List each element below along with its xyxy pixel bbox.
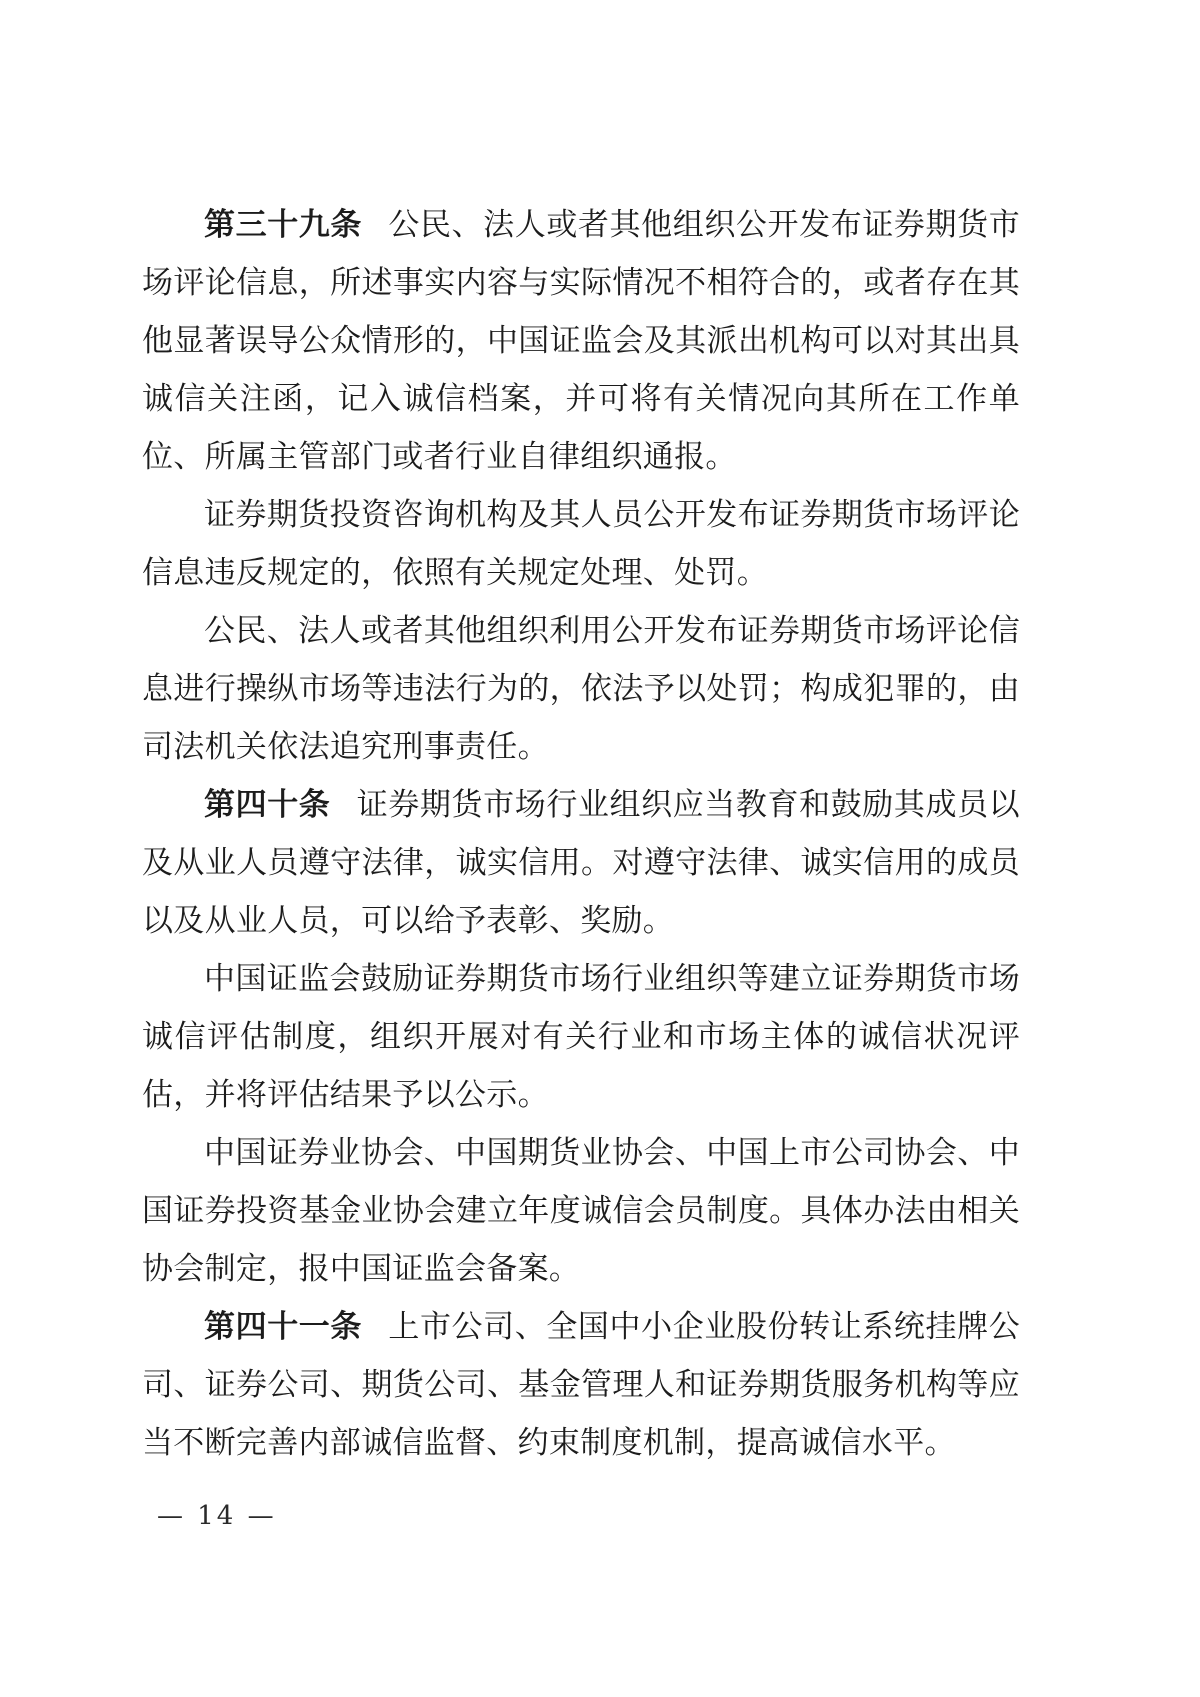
article-40-number-label: 第四十条 (204, 787, 331, 822)
paragraph-advisory-bodies (142, 486, 1020, 602)
paragraph-text: 中国证监会鼓励证券期货市场行业组织等建立证券期货市场诚信评估制度，组织开展对有关行业和市场主体的诚信状况评估，并将评估结果予以公示。 (142, 961, 1020, 1113)
paragraph-article-41 (142, 1298, 1020, 1472)
paragraph-text: 证券期货市场行业组织应当教育和鼓励其成员以及从业人员遵守法律，诚实信用。对遵守法律、诚实信用的成员以及从业人员，可以给予表彰、奖励。 (142, 787, 1020, 939)
document-body (142, 196, 1020, 1472)
paragraph-article-40 (142, 776, 1020, 950)
paragraph-text: 公民、法人或者其他组织公开发布证券期货市场评论信息，所述事实内容与实际情况不相符合的，或者存在其他显著误导公众情形的，中国证监会及其派出机构可以对其出具诚信关注函，记入诚信档案，并可将有关情况向其所在工作单位、所属主管部门或者行业自律组织通报。 (142, 207, 1021, 475)
paragraph-article-39 (142, 196, 1020, 486)
paragraph-associations (142, 1124, 1020, 1298)
paragraph-integrity-evaluation (142, 950, 1020, 1124)
paragraph-text: 上市公司、全国中小企业股份转让系统挂牌公司、证券公司、期货公司、基金管理人和证券期货服务机构等应当不断完善内部诚信监督、约束制度机制，提高诚信水平。 (142, 1309, 1021, 1461)
article-41-number-label: 第四十一条 (204, 1309, 362, 1344)
page-footer (157, 1496, 277, 1536)
article-39-number-label: 第三十九条 (204, 207, 362, 242)
paragraph-text: 证券期货投资咨询机构及其人员公开发布证券期货市场评论信息违反规定的，依照有关规定处理、处罚。 (142, 497, 1020, 591)
paragraph-text: 中国证券业协会、中国期货业协会、中国上市公司协会、中国证券投资基金业协会建立年度诚信会员制度。具体办法由相关协会制定，报中国证监会备案。 (142, 1135, 1020, 1287)
page-number: — 14 — (157, 1501, 277, 1531)
paragraph-text: 公民、法人或者其他组织利用公开发布证券期货市场评论信息进行操纵市场等违法行为的，依法予以处罚；构成犯罪的，由司法机关依法追究刑事责任。 (142, 613, 1020, 765)
paragraph-market-manipulation (142, 602, 1020, 776)
